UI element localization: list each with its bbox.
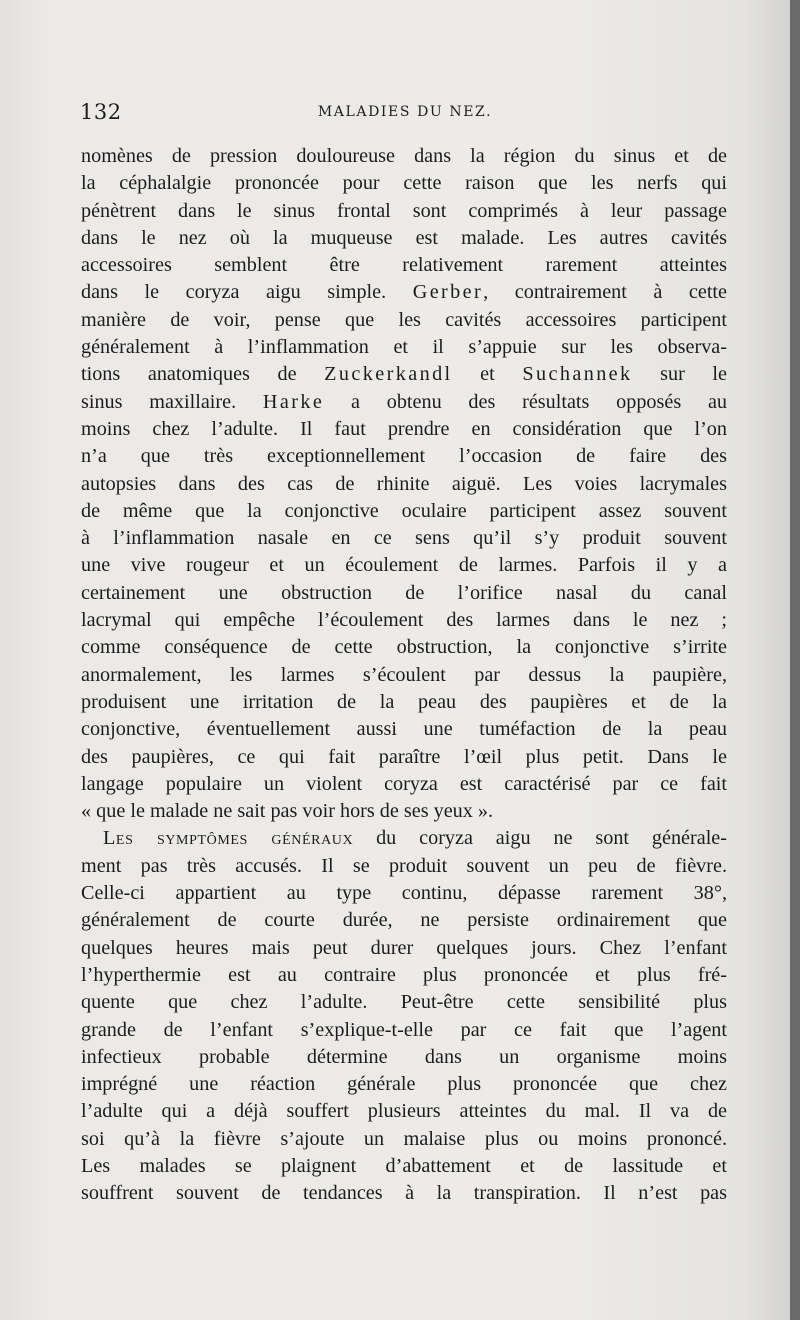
text-line: dans le nez où la muqueuse est malade. Les autres cavités — [81, 226, 727, 249]
text-run: , contrairement à cette — [483, 281, 728, 304]
text-line: Les malades se plaignent d’abattement et de lassitude et — [81, 1154, 727, 1177]
text-line: soi qu’à la fièvre s’ajoute un malaise plus ou moins prononcé. — [81, 1127, 727, 1150]
text-line: souffrent souvent de tendances à la transpiration. Il n’est pas — [81, 1182, 727, 1205]
running-title: MALADIES DU NEZ. — [317, 104, 493, 120]
text-line — [81, 825, 727, 852]
text-line: l’adulte qui a déjà souffert plusieurs atteintes du mal. Il va de — [81, 1100, 727, 1123]
text-line: autopsies dans des cas de rhinite aiguë. Les voies lacrymales — [81, 472, 727, 495]
text-line: grande de l’enfant s’explique-t-elle par ce fait que l’agent — [81, 1018, 727, 1041]
text-line: anormalement, les larmes s’écoulent par dessus la paupière, — [81, 663, 727, 686]
text-line — [81, 361, 727, 388]
page-edge-shadow — [790, 0, 800, 1320]
text-run: et — [452, 363, 523, 386]
text-line: n’a que très exceptionnellement l’occasion de faire des — [81, 445, 727, 468]
text-line: lacrymal qui empêche l’écoulement des larmes dans le nez ; — [81, 609, 727, 632]
text-line: à l’inflammation nasale en ce sens qu’il s’y produit souvent — [81, 527, 727, 550]
text-line: généralement de courte durée, ne persiste ordinairement que — [81, 909, 727, 932]
text-run: a obtenu des résultats opposés au — [324, 390, 727, 413]
text-line: des paupières, ce qui fait paraître l’œil plus petit. Dans le — [81, 745, 727, 768]
page-number: 132 — [80, 100, 122, 124]
author-name: Gerber — [412, 281, 484, 304]
text-run: dans le coryza aigu simple. — [81, 281, 413, 304]
text-line: moins chez l’adulte. Il faut prendre en considération que l’on — [81, 417, 727, 440]
text-line: manière de voir, pense que les cavités accessoires participent — [81, 308, 727, 331]
text-run: tions anatomiques de — [81, 363, 325, 386]
text-line: comme conséquence de cette obstruction, la conjonctive s’irrite — [81, 636, 727, 659]
text-line: Celle-ci appartient au type continu, dépasse rarement 38°, — [81, 882, 727, 905]
text-line — [81, 389, 727, 416]
text-run: sur le — [632, 363, 727, 386]
text-line: accessoires semblent être relativement rarement atteintes — [81, 254, 727, 277]
text-line: conjonctive, éventuellement aussi une tuméfaction de la peau — [81, 718, 727, 741]
body-text — [81, 143, 727, 1208]
page-header — [80, 96, 730, 130]
author-name: Zuckerkandl — [324, 363, 453, 386]
text-line: quente que chez l’adulte. Peut-être cette sensibilité plus — [81, 991, 727, 1014]
text-line: pénètrent dans le sinus frontal sont comprimés à leur passage — [81, 199, 727, 222]
author-name: Suchannek — [522, 363, 633, 386]
text-run: sinus maxillaire. — [81, 390, 263, 413]
text-line: une vive rougeur et un écoulement de larmes. Parfois il y a — [81, 554, 727, 577]
section-lead: Les symptômes généraux — [103, 827, 354, 850]
text-line: quelques heures mais peut durer quelques jours. Chez l’enfant — [81, 936, 727, 959]
text-line: la céphalalgie prononcée pour cette raison que les nerfs qui — [81, 172, 727, 195]
text-line: « que le malade ne sait pas voir hors de ses yeux ». — [81, 800, 494, 823]
text-line: produisent une irritation de la peau des paupières et de la — [81, 690, 727, 713]
text-line: imprégné une réaction générale plus prononcée que chez — [81, 1073, 727, 1096]
text-line: de même que la conjonctive oculaire participent assez souvent — [81, 499, 727, 522]
text-line: certainement une obstruction de l’orifice nasal du canal — [81, 581, 727, 604]
author-name: Harke — [262, 390, 325, 413]
text-run: du coryza aigu ne sont générale- — [353, 827, 727, 850]
text-line: infectieux probable détermine dans un organisme moins — [81, 1045, 727, 1068]
text-line: l’hyperthermie est au contraire plus prononcée et plus fré- — [81, 963, 727, 986]
text-line: langage populaire un violent coryza est caractérisé par ce fait — [81, 772, 727, 795]
text-line: ment pas très accusés. Il se produit souvent un peu de fièvre. — [81, 854, 727, 877]
text-line — [81, 279, 727, 306]
text-line: nomènes de pression douloureuse dans la région du sinus et de — [81, 145, 727, 167]
text-line: généralement à l’inflammation et il s’appuie sur les observa- — [81, 336, 727, 359]
